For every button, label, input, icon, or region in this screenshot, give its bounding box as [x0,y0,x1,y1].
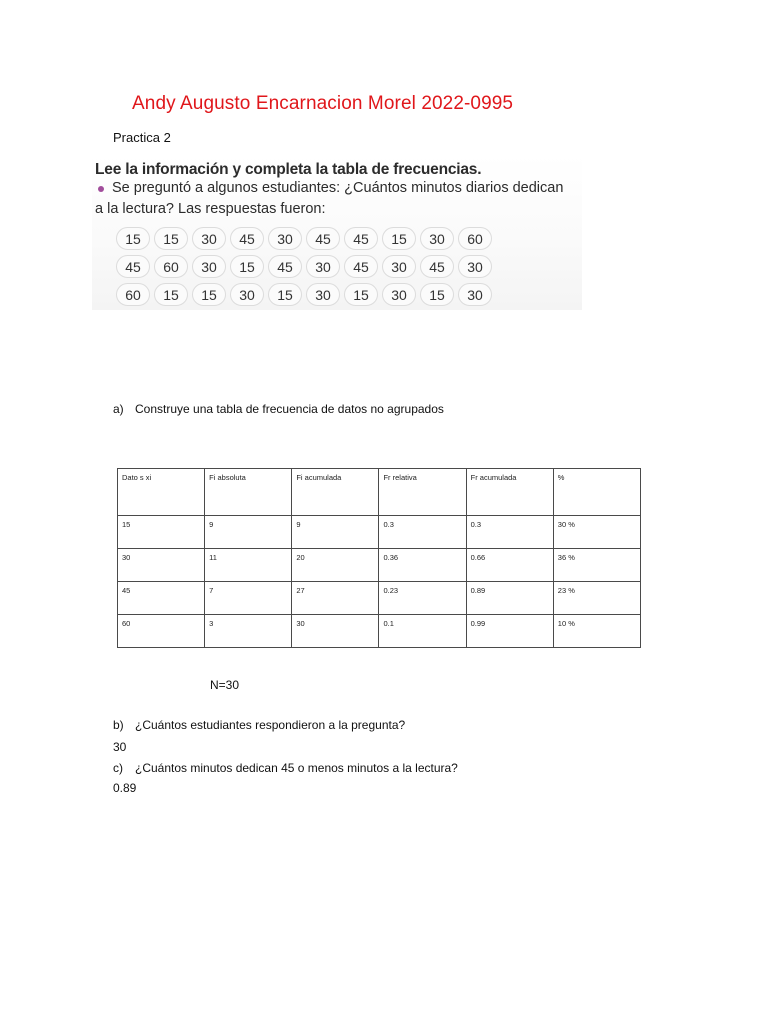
part-b-text: ¿Cuántos estudiantes respondieron a la pregunta? [135,718,406,732]
response-bubble: 45 [344,255,378,278]
response-bubble: 45 [420,255,454,278]
response-bubble: 30 [458,255,492,278]
table-cell: 9 [205,516,292,549]
table-header-cell: Fi absoluta [205,469,292,516]
response-bubble: 30 [306,283,340,306]
table-cell: 36 % [553,549,640,582]
exercise-image [92,155,582,310]
part-a-text: Construye una tabla de frecuencia de datos no agrupados [135,402,444,416]
frequency-table [117,468,641,648]
table-cell: 45 [118,582,205,615]
table-cell: 30 [292,615,379,648]
response-bubble: 60 [458,227,492,250]
table-cell: 0.99 [466,615,553,648]
response-bubble: 45 [344,227,378,250]
part-b-marker: b) [113,718,124,732]
response-bubble: 15 [154,283,188,306]
response-bubble: 15 [268,283,302,306]
exercise-question-line-2: a la lectura? Las respuestas fueron: [95,201,326,217]
part-c-answer: 0.89 [113,781,137,795]
response-bubble: 30 [458,283,492,306]
response-bubble: 30 [306,255,340,278]
response-bubble: 45 [306,227,340,250]
table-row [118,516,641,549]
part-c-marker: c) [113,761,123,775]
table-cell: 11 [205,549,292,582]
table-cell: 0.23 [379,582,466,615]
table-cell: 15 [118,516,205,549]
response-bubble: 30 [268,227,302,250]
table-row [118,582,641,615]
response-bubble: 15 [192,283,226,306]
table-row [118,549,641,582]
response-bubble: 30 [420,227,454,250]
response-bubble: 30 [382,283,416,306]
table-row [118,615,641,648]
response-bubble: 45 [116,255,150,278]
response-bubble: 60 [154,255,188,278]
response-bubble: 30 [192,255,226,278]
table-cell: 10 % [553,615,640,648]
part-c-text: ¿Cuántos minutos dedican 45 o menos minutos a la lectura? [135,761,458,775]
author-title: Andy Augusto Encarnacion Morel 2022-0995 [132,93,514,114]
table-header-cell: Fr acumulada [466,469,553,516]
part-c-question [113,761,458,775]
response-bubble: 15 [420,283,454,306]
table-cell: 3 [205,615,292,648]
table-header-cell: % [553,469,640,516]
table-header-row [118,469,641,516]
table-cell: 0.66 [466,549,553,582]
table-cell: 0.1 [379,615,466,648]
table-cell: 30 % [553,516,640,549]
response-bubble: 45 [268,255,302,278]
response-bubble: 15 [382,227,416,250]
n-total: N=30 [210,678,240,692]
part-a-instruction [113,402,444,416]
table-cell: 30 [118,549,205,582]
bullet-icon [98,186,104,192]
response-bubble: 30 [382,255,416,278]
table-cell: 60 [118,615,205,648]
practice-label: Practica 2 [113,130,171,145]
response-bubble: 45 [230,227,264,250]
exercise-question-line-1: Se preguntó a algunos estudiantes: ¿Cuántos minutos diarios dedican [112,180,564,196]
response-bubble: 15 [230,255,264,278]
exercise-heading: Lee la información y completa la tabla de frecuencias. [95,161,482,178]
table-cell: 0.3 [466,516,553,549]
response-bubble: 60 [116,283,150,306]
table-cell: 0.89 [466,582,553,615]
table-cell: 0.3 [379,516,466,549]
response-bubble: 15 [344,283,378,306]
part-b-question [113,718,405,732]
table-cell: 23 % [553,582,640,615]
table-header-cell: Dato s xi [118,469,205,516]
response-bubble: 30 [192,227,226,250]
table-cell: 7 [205,582,292,615]
table-header-cell: Fr relativa [379,469,466,516]
table-cell: 27 [292,582,379,615]
part-a-marker: a) [113,402,124,416]
response-bubble: 30 [230,283,264,306]
table-cell: 20 [292,549,379,582]
table-cell: 0.36 [379,549,466,582]
table-header-cell: Fi acumulada [292,469,379,516]
table-cell: 9 [292,516,379,549]
response-bubble: 15 [116,227,150,250]
response-grid [116,227,496,306]
part-b-answer: 30 [113,740,127,754]
response-bubble: 15 [154,227,188,250]
